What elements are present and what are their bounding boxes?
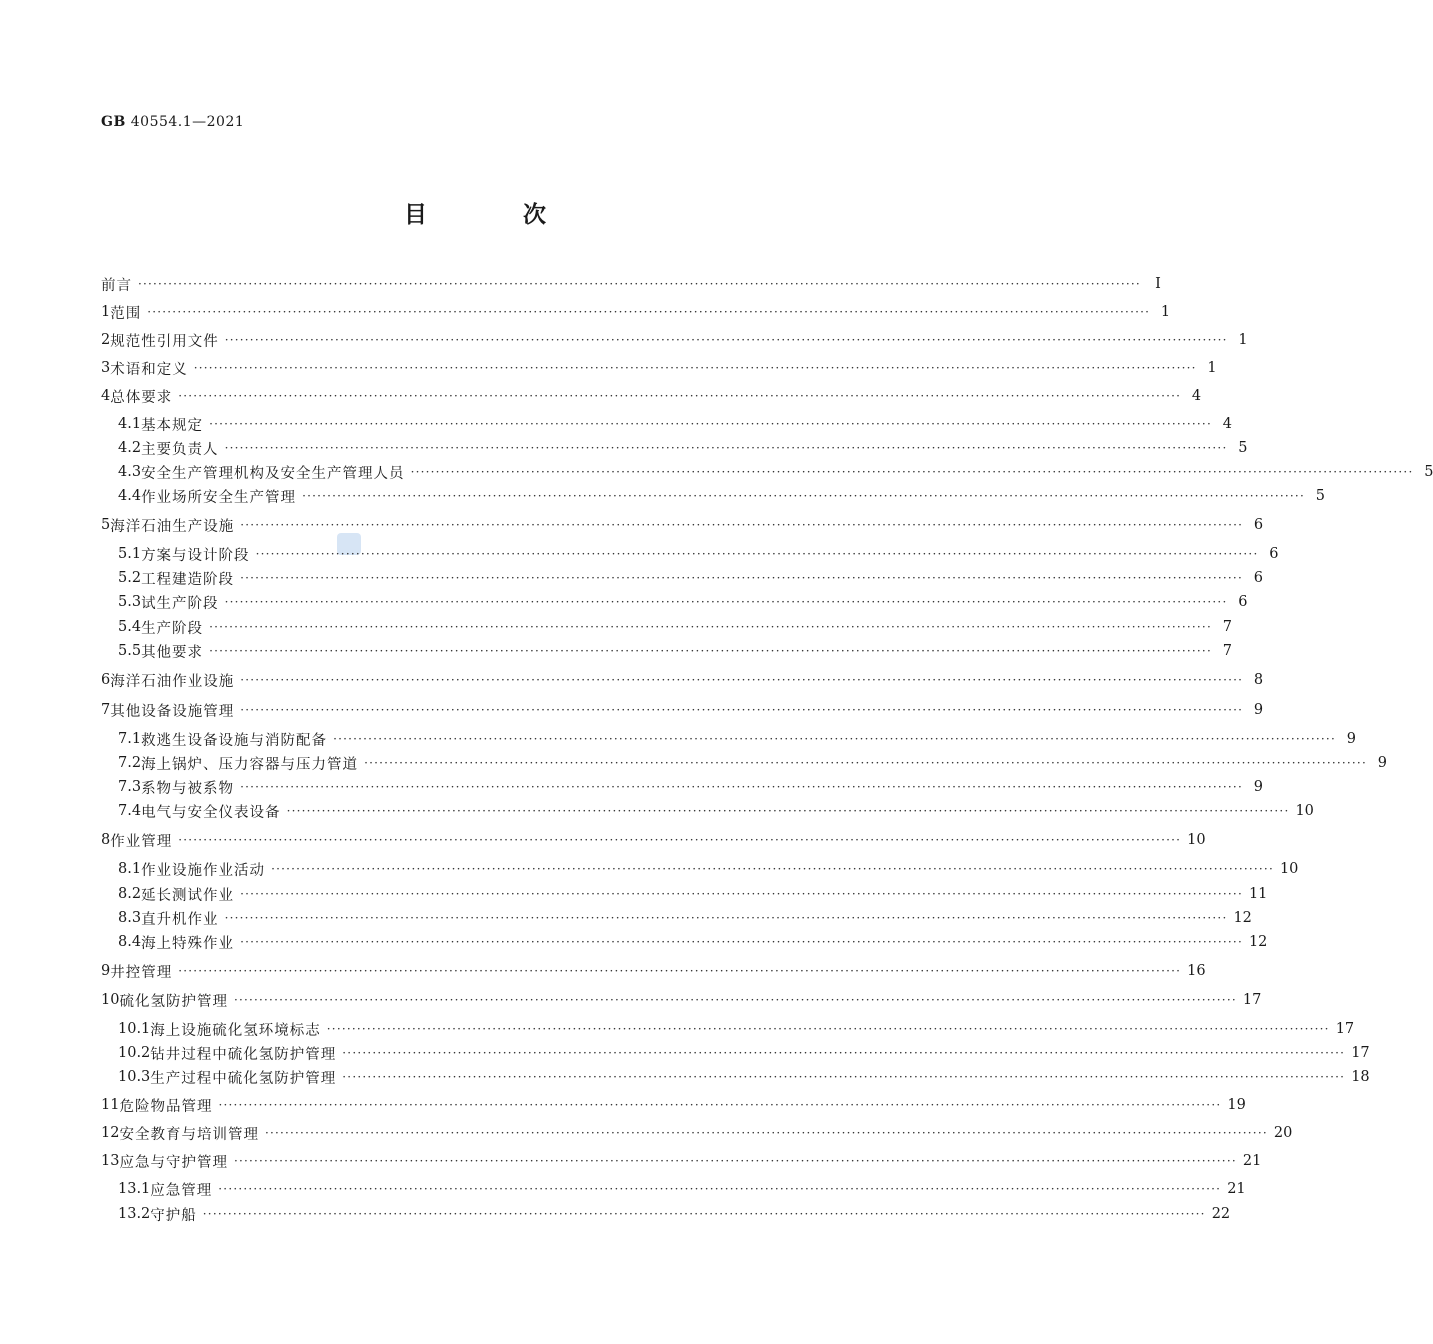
toc-entry-page: 1 bbox=[1207, 360, 1217, 376]
toc-entry-page: 5 bbox=[1238, 440, 1248, 456]
toc-entry-number: 4.2 bbox=[118, 440, 142, 456]
toc-leader-dots: ········································································································································································································ bbox=[178, 964, 1182, 978]
toc-entry-page: I bbox=[1155, 276, 1161, 292]
toc-entry[interactable] bbox=[118, 932, 1268, 952]
toc-entry-title: 海洋石油生产设施 bbox=[110, 518, 235, 535]
toc-leader-dots: ········································································································································································································ bbox=[302, 489, 1305, 503]
toc-entry-page: 9 bbox=[1253, 702, 1264, 718]
toc-entry-title: 作业管理 bbox=[110, 833, 173, 850]
toc-entry[interactable] bbox=[118, 486, 1325, 506]
toc-leader-dots: ········································································································································································································ bbox=[178, 833, 1182, 847]
toc-entry[interactable] bbox=[101, 274, 1161, 294]
toc-entry-page: 8 bbox=[1253, 672, 1264, 688]
toc-entry-number: 5.2 bbox=[118, 570, 142, 586]
toc-entry-page: 18 bbox=[1351, 1069, 1370, 1085]
toc-leader-dots: ········································································································································································································ bbox=[326, 1022, 1330, 1036]
toc-entry-number: 8 bbox=[101, 832, 111, 848]
toc-entry-page: 17 bbox=[1351, 1045, 1370, 1061]
toc-entry-title: 方案与设计阶段 bbox=[141, 547, 250, 564]
toc-leader-dots: ········································································································································································································ bbox=[218, 1182, 1222, 1196]
toc-entry-page: 10 bbox=[1187, 832, 1206, 848]
toc-entry-title: 作业设施作业活动 bbox=[141, 862, 266, 879]
toc-entry-page: 21 bbox=[1242, 1153, 1262, 1169]
toc-entry-title: 其他设备设施管理 bbox=[110, 703, 235, 720]
toc-entry-page: 9 bbox=[1377, 755, 1387, 771]
toc-entry-number: 8.4 bbox=[118, 934, 142, 950]
toc-entry-page: 5 bbox=[1424, 464, 1433, 480]
toc-leader-dots: ········································································································································································································ bbox=[240, 887, 1243, 901]
toc-entry-title: 应急与守护管理 bbox=[119, 1154, 228, 1171]
toc-entry-page: 6 bbox=[1253, 517, 1264, 533]
toc-entry-number: 5 bbox=[101, 517, 111, 533]
toc-entry[interactable] bbox=[118, 729, 1356, 749]
toc-entry[interactable] bbox=[118, 1043, 1370, 1063]
toc-entry-page: 17 bbox=[1335, 1021, 1355, 1037]
toc-entry[interactable] bbox=[101, 990, 1262, 1010]
toc-entry-number: 5.1 bbox=[118, 546, 142, 562]
toc-entry-page: 9 bbox=[1253, 779, 1263, 795]
toc-leader-dots: ········································································································································································································ bbox=[224, 595, 1228, 609]
toc-entry-title: 海上锅炉、压力容器与压力管道 bbox=[141, 756, 359, 773]
toc-entry-page: 10 bbox=[1279, 861, 1299, 877]
toc-entry-number: 10 bbox=[101, 992, 120, 1008]
toc-leader-dots: ········································································································································································································ bbox=[224, 441, 1228, 455]
toc-entry[interactable] bbox=[118, 592, 1248, 612]
toc-entry[interactable] bbox=[101, 700, 1264, 720]
toc-entry-page: 9 bbox=[1346, 731, 1356, 747]
toc-entry-number: 7.2 bbox=[118, 755, 142, 771]
toc-leader-dots: ········································································································································································································ bbox=[218, 1098, 1222, 1112]
toc-entry-number: 6 bbox=[101, 672, 111, 688]
toc-entry[interactable] bbox=[118, 1204, 1231, 1224]
toc-entry-title: 范围 bbox=[110, 305, 142, 322]
toc-entry-page: 4 bbox=[1222, 416, 1232, 432]
toc-entry-title: 危险物品管理 bbox=[119, 1098, 213, 1115]
toc-entry[interactable] bbox=[118, 1179, 1246, 1199]
toc-entry-title: 海上特殊作业 bbox=[141, 935, 235, 952]
toc-entry-page: 7 bbox=[1222, 619, 1232, 635]
toc-leader-dots: ········································································································································································································ bbox=[240, 571, 1243, 585]
standard-number: 40554.1—2021 bbox=[130, 114, 245, 130]
toc-entry[interactable] bbox=[118, 1067, 1370, 1087]
toc-leader-dots: ········································································································································································································ bbox=[209, 417, 1212, 431]
toc-entry-page: 10 bbox=[1295, 803, 1314, 819]
toc-entry[interactable] bbox=[101, 1123, 1293, 1143]
toc-entry-title: 电气与安全仪表设备 bbox=[141, 804, 281, 821]
toc-entry-page: 22 bbox=[1211, 1206, 1231, 1222]
toc-entry-title: 试生产阶段 bbox=[141, 595, 219, 612]
toc-entry[interactable] bbox=[118, 777, 1263, 797]
toc-entry-title: 主要负责人 bbox=[141, 441, 219, 458]
toc-entry-page: 12 bbox=[1233, 910, 1252, 926]
toc-entry-number: 11 bbox=[101, 1097, 120, 1113]
toc-entry-title: 安全生产管理机构及安全生产管理人员 bbox=[141, 465, 405, 482]
toc-leader-dots: ········································································································································································································ bbox=[286, 804, 1290, 818]
toc-leader-dots: ········································································································································································································ bbox=[364, 756, 1367, 770]
toc-entry-number: 4.4 bbox=[118, 488, 142, 504]
toc-entry-title: 前言 bbox=[101, 277, 132, 294]
toc-entry-number: 4.1 bbox=[118, 416, 142, 432]
toc-entry-number: 2 bbox=[101, 332, 111, 348]
toc-entry-number: 5.4 bbox=[118, 619, 142, 635]
toc-entry[interactable] bbox=[101, 1095, 1246, 1115]
toc-entry-page: 11 bbox=[1248, 886, 1268, 902]
toc-entry[interactable] bbox=[118, 414, 1232, 434]
toc-entry-title: 术语和定义 bbox=[110, 361, 188, 378]
toc-entry-title: 延长测试作业 bbox=[141, 887, 235, 904]
toc-leader-dots: ········································································································································································································ bbox=[233, 1154, 1237, 1168]
toc-leader-dots: ········································································································································································································ bbox=[240, 518, 1244, 532]
toc-entry-number: 9 bbox=[101, 963, 111, 979]
toc-entry-number: 7.3 bbox=[118, 779, 142, 795]
toc-entry-title: 守护船 bbox=[150, 1207, 197, 1224]
toc-entry-number: 5.5 bbox=[118, 643, 142, 659]
toc-entry[interactable] bbox=[101, 358, 1217, 378]
toc-entry-number: 1 bbox=[101, 304, 111, 320]
toc-entry-number: 13.1 bbox=[118, 1181, 151, 1197]
toc-entry-number: 4 bbox=[101, 388, 111, 404]
toc-leader-dots: ········································································································································································································ bbox=[138, 277, 1141, 291]
toc-entry-page: 7 bbox=[1222, 643, 1232, 659]
toc-leader-dots: ········································································································································································································ bbox=[333, 732, 1336, 746]
toc-entry-title: 救逃生设备设施与消防配备 bbox=[141, 732, 328, 749]
toc-leader-dots: ········································································································································································································ bbox=[271, 862, 1274, 876]
toc-leader-dots: ········································································································································································································ bbox=[240, 780, 1243, 794]
standard-prefix: GB bbox=[101, 114, 126, 130]
toc-entry-title: 作业场所安全生产管理 bbox=[141, 489, 297, 506]
toc-entry-page: 4 bbox=[1191, 388, 1202, 404]
toc-entry[interactable] bbox=[118, 438, 1248, 458]
toc-entry[interactable] bbox=[101, 670, 1264, 690]
toc-entry-page: 5 bbox=[1315, 488, 1325, 504]
toc-entry-page: 1 bbox=[1238, 332, 1248, 348]
toc-entry-title: 系物与被系物 bbox=[141, 780, 235, 797]
toc-entry[interactable] bbox=[118, 617, 1232, 637]
toc-entry-title: 应急管理 bbox=[150, 1182, 213, 1199]
toc-entry-page: 19 bbox=[1227, 1097, 1246, 1113]
toc-entry-title: 规范性引用文件 bbox=[110, 333, 219, 350]
toc-entry-number: 7.4 bbox=[118, 803, 142, 819]
toc-entry-title: 安全教育与培训管理 bbox=[119, 1126, 259, 1143]
toc-entry[interactable] bbox=[101, 830, 1206, 850]
toc-entry[interactable] bbox=[118, 801, 1314, 821]
toc-entry[interactable] bbox=[118, 544, 1279, 564]
toc-leader-dots: ········································································································································································································ bbox=[233, 993, 1237, 1007]
toc-entry-title: 海上设施硫化氢环境标志 bbox=[150, 1022, 321, 1039]
toc-leader-dots: ········································································································································································································ bbox=[193, 361, 1197, 375]
toc-entry[interactable] bbox=[101, 302, 1171, 322]
toc-entry-number: 8.3 bbox=[118, 910, 142, 926]
toc-entry-number: 12 bbox=[101, 1125, 120, 1141]
page-title: 目 次 bbox=[403, 201, 590, 228]
toc-leader-dots: ········································································································································································································ bbox=[209, 620, 1212, 634]
toc-entry-page: 16 bbox=[1187, 963, 1206, 979]
toc-entry-title: 直升机作业 bbox=[141, 911, 219, 928]
toc-leader-dots: ········································································································································································································ bbox=[342, 1070, 1346, 1084]
toc-entry-page: 21 bbox=[1227, 1181, 1246, 1197]
toc-entry-title: 其他要求 bbox=[141, 644, 204, 661]
toc-entry[interactable] bbox=[118, 1019, 1355, 1039]
toc-leader-dots: ········································································································································································································ bbox=[178, 389, 1182, 403]
toc-entry-page: 6 bbox=[1253, 570, 1263, 586]
toc-entry[interactable] bbox=[101, 515, 1264, 535]
toc-entry-number: 8.1 bbox=[118, 861, 142, 877]
toc-entry-number: 5.3 bbox=[118, 594, 142, 610]
toc-entry[interactable] bbox=[118, 462, 1433, 482]
toc-entry[interactable] bbox=[118, 641, 1232, 661]
toc-entry-number: 4.3 bbox=[118, 464, 142, 480]
toc-leader-dots: ········································································································································································································ bbox=[240, 673, 1244, 687]
toc-entry[interactable] bbox=[101, 1151, 1262, 1171]
toc-entry-number: 3 bbox=[101, 360, 111, 376]
toc-entry-title: 生产过程中硫化氢防护管理 bbox=[150, 1070, 337, 1087]
toc-leader-dots: ········································································································································································································ bbox=[410, 465, 1414, 479]
toc-entry[interactable] bbox=[118, 568, 1263, 588]
toc-leader-dots: ········································································································································································································ bbox=[240, 703, 1244, 717]
toc-entry[interactable] bbox=[101, 386, 1202, 406]
toc-entry-title: 生产阶段 bbox=[141, 620, 204, 637]
toc-entry-page: 17 bbox=[1242, 992, 1262, 1008]
toc-entry-page: 20 bbox=[1273, 1125, 1293, 1141]
toc-entry-number: 8.2 bbox=[118, 886, 142, 902]
toc-entry-number: 10.1 bbox=[118, 1021, 151, 1037]
toc-entry[interactable] bbox=[118, 884, 1268, 904]
toc-entry-title: 井控管理 bbox=[110, 964, 173, 981]
toc-entry[interactable] bbox=[101, 330, 1248, 350]
toc-leader-dots: ········································································································································································································ bbox=[209, 644, 1212, 658]
toc-leader-dots: ········································································································································································································ bbox=[224, 911, 1228, 925]
toc-leader-dots: ········································································································································································································ bbox=[147, 305, 1151, 319]
toc-leader-dots: ········································································································································································································ bbox=[264, 1126, 1268, 1140]
toc-entry[interactable] bbox=[118, 908, 1252, 928]
toc-entry[interactable] bbox=[118, 753, 1387, 773]
toc-entry-title: 基本规定 bbox=[141, 417, 204, 434]
toc-entry-title: 总体要求 bbox=[110, 389, 173, 406]
toc-leader-dots: ········································································································································································································ bbox=[342, 1046, 1346, 1060]
toc-leader-dots: ········································································································································································································ bbox=[240, 935, 1243, 949]
toc-entry-page: 6 bbox=[1238, 594, 1248, 610]
toc-entry-page: 6 bbox=[1269, 546, 1279, 562]
toc-entry[interactable] bbox=[118, 859, 1299, 879]
toc-entry-number: 13.2 bbox=[118, 1206, 151, 1222]
toc-entry-title: 工程建造阶段 bbox=[141, 571, 235, 588]
toc-leader-dots: ········································································································································································································ bbox=[224, 333, 1228, 347]
toc-entry-title: 海洋石油作业设施 bbox=[110, 673, 235, 690]
toc-entry-number: 13 bbox=[101, 1153, 120, 1169]
toc-entry-page: 1 bbox=[1160, 304, 1171, 320]
toc-entry[interactable] bbox=[101, 961, 1206, 981]
toc-leader-dots: ········································································································································································································ bbox=[202, 1207, 1206, 1221]
toc-leader-dots: ········································································································································································································ bbox=[255, 547, 1259, 561]
toc-entry-title: 钻井过程中硫化氢防护管理 bbox=[150, 1046, 337, 1063]
toc-entry-number: 10.3 bbox=[118, 1069, 151, 1085]
toc-entry-page: 12 bbox=[1248, 934, 1268, 950]
toc-entry-number: 7.1 bbox=[118, 731, 142, 747]
toc-entry-number: 10.2 bbox=[118, 1045, 151, 1061]
toc-entry-title: 硫化氢防护管理 bbox=[119, 993, 228, 1010]
toc-entry-number: 7 bbox=[101, 702, 111, 718]
